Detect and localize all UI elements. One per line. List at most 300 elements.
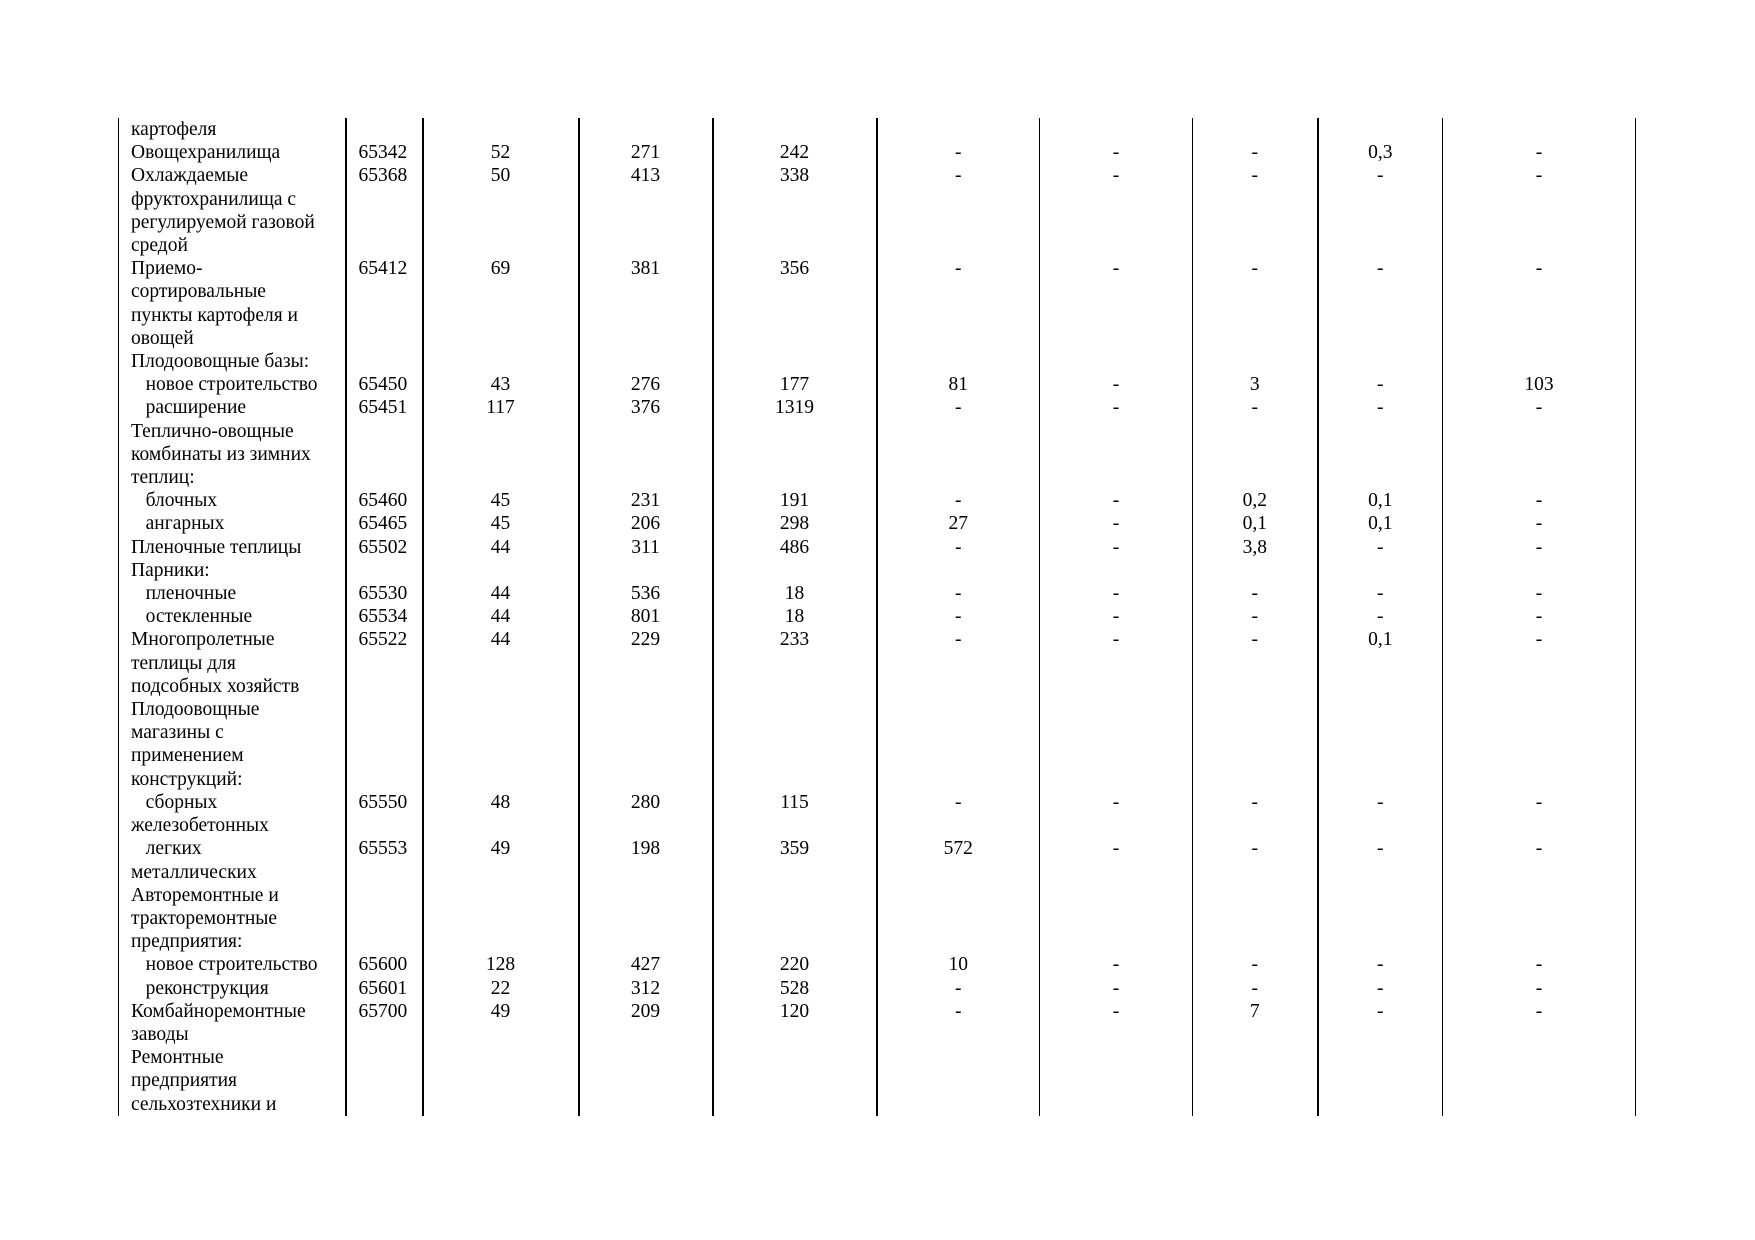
- col10-cell: [1443, 559, 1636, 582]
- col4-cell: [579, 1046, 713, 1069]
- col4-cell: [579, 466, 713, 489]
- col6-cell: -: [877, 164, 1040, 187]
- code-cell: [346, 652, 423, 675]
- col5-cell: [713, 304, 877, 327]
- name-cell: остекленные: [119, 605, 346, 628]
- col3-cell: [423, 814, 579, 837]
- table-row: [119, 536, 1636, 559]
- col3-cell: 45: [423, 512, 579, 535]
- col3-cell: [423, 188, 579, 211]
- col8-cell: -: [1193, 977, 1318, 1000]
- name-cell: картофеля: [119, 118, 346, 141]
- col3-cell: 43: [423, 373, 579, 396]
- col9-cell: [1318, 211, 1443, 234]
- table-row: [119, 280, 1636, 303]
- col6-cell: [877, 118, 1040, 141]
- col4-cell: 271: [579, 141, 713, 164]
- col3-cell: 22: [423, 977, 579, 1000]
- col9-cell: [1318, 1069, 1443, 1092]
- code-cell: [346, 884, 423, 907]
- table-row: [119, 698, 1636, 721]
- col3-cell: [423, 675, 579, 698]
- col6-cell: [877, 768, 1040, 791]
- col9-cell: [1318, 768, 1443, 791]
- col3-cell: [423, 118, 579, 141]
- code-cell: [346, 698, 423, 721]
- col6-cell: [877, 652, 1040, 675]
- col10-cell: [1443, 304, 1636, 327]
- code-cell: [346, 1046, 423, 1069]
- col6-cell: -: [877, 605, 1040, 628]
- col8-cell: -: [1193, 837, 1318, 860]
- col8-cell: [1193, 861, 1318, 884]
- col3-cell: [423, 327, 579, 350]
- col10-cell: [1443, 1046, 1636, 1069]
- col10-cell: [1443, 118, 1636, 141]
- col9-cell: [1318, 559, 1443, 582]
- col4-cell: [579, 1023, 713, 1046]
- name-cell: сборных: [119, 791, 346, 814]
- code-cell: [346, 675, 423, 698]
- name-cell: пленочные: [119, 582, 346, 605]
- col5-cell: 528: [713, 977, 877, 1000]
- col9-cell: [1318, 861, 1443, 884]
- col6-cell: [877, 466, 1040, 489]
- table-row: [119, 304, 1636, 327]
- col10-cell: [1443, 861, 1636, 884]
- code-cell: [346, 466, 423, 489]
- name-cell: предприятия:: [119, 930, 346, 953]
- col9-cell: -: [1318, 837, 1443, 860]
- col8-cell: [1193, 1046, 1318, 1069]
- name-cell: Охлаждаемые: [119, 164, 346, 187]
- col6-cell: [877, 211, 1040, 234]
- col9-cell: -: [1318, 536, 1443, 559]
- col9-cell: [1318, 304, 1443, 327]
- table-row: [119, 1093, 1636, 1116]
- table-row: [119, 977, 1636, 1000]
- col4-cell: [579, 768, 713, 791]
- col4-cell: 280: [579, 791, 713, 814]
- col8-cell: [1193, 211, 1318, 234]
- col9-cell: [1318, 907, 1443, 930]
- name-cell: Ремонтные: [119, 1046, 346, 1069]
- col8-cell: [1193, 1069, 1318, 1092]
- col9-cell: [1318, 350, 1443, 373]
- col8-cell: -: [1193, 628, 1318, 651]
- col3-cell: 52: [423, 141, 579, 164]
- code-cell: [346, 814, 423, 837]
- code-cell: 65368: [346, 164, 423, 187]
- code-cell: [346, 420, 423, 443]
- col5-cell: [713, 698, 877, 721]
- col3-cell: 50: [423, 164, 579, 187]
- table-row: [119, 443, 1636, 466]
- col9-cell: [1318, 675, 1443, 698]
- data-table: [118, 118, 1636, 1116]
- code-cell: [346, 1023, 423, 1046]
- col10-cell: -: [1443, 628, 1636, 651]
- name-cell: теплицы для: [119, 652, 346, 675]
- code-cell: [346, 211, 423, 234]
- col9-cell: -: [1318, 396, 1443, 419]
- col8-cell: -: [1193, 582, 1318, 605]
- table-body: [119, 118, 1636, 1116]
- col3-cell: [423, 884, 579, 907]
- col8-cell: [1193, 721, 1318, 744]
- col5-cell: 115: [713, 791, 877, 814]
- col10-cell: -: [1443, 791, 1636, 814]
- col10-cell: [1443, 420, 1636, 443]
- col10-cell: [1443, 1069, 1636, 1092]
- col7-cell: [1040, 420, 1193, 443]
- col4-cell: 427: [579, 953, 713, 976]
- name-cell: средой: [119, 234, 346, 257]
- code-cell: 65700: [346, 1000, 423, 1023]
- col8-cell: [1193, 234, 1318, 257]
- col6-cell: -: [877, 1000, 1040, 1023]
- col7-cell: -: [1040, 977, 1193, 1000]
- table-row: [119, 396, 1636, 419]
- code-cell: [346, 327, 423, 350]
- code-cell: [346, 234, 423, 257]
- code-cell: [346, 559, 423, 582]
- col7-cell: [1040, 1069, 1193, 1092]
- col7-cell: [1040, 280, 1193, 303]
- col4-cell: 206: [579, 512, 713, 535]
- name-cell: Приемо-: [119, 257, 346, 280]
- col10-cell: -: [1443, 536, 1636, 559]
- col5-cell: [713, 884, 877, 907]
- col7-cell: [1040, 350, 1193, 373]
- col7-cell: [1040, 930, 1193, 953]
- col4-cell: [579, 744, 713, 767]
- col4-cell: 311: [579, 536, 713, 559]
- col5-cell: [713, 350, 877, 373]
- col10-cell: [1443, 814, 1636, 837]
- col3-cell: 44: [423, 605, 579, 628]
- col9-cell: [1318, 652, 1443, 675]
- col6-cell: -: [877, 977, 1040, 1000]
- name-cell: Овощехранилища: [119, 141, 346, 164]
- col3-cell: 45: [423, 489, 579, 512]
- col6-cell: 10: [877, 953, 1040, 976]
- col10-cell: -: [1443, 257, 1636, 280]
- code-cell: 65550: [346, 791, 423, 814]
- col5-cell: [713, 1023, 877, 1046]
- name-cell: железобетонных: [119, 814, 346, 837]
- col3-cell: [423, 211, 579, 234]
- col6-cell: [877, 744, 1040, 767]
- col7-cell: [1040, 466, 1193, 489]
- col6-cell: 81: [877, 373, 1040, 396]
- name-cell: Теплично-овощные: [119, 420, 346, 443]
- col10-cell: [1443, 884, 1636, 907]
- col9-cell: [1318, 443, 1443, 466]
- name-cell: новое строительство: [119, 953, 346, 976]
- col4-cell: [579, 559, 713, 582]
- col4-cell: [579, 420, 713, 443]
- col6-cell: [877, 280, 1040, 303]
- col4-cell: [579, 327, 713, 350]
- name-cell: заводы: [119, 1023, 346, 1046]
- col9-cell: [1318, 466, 1443, 489]
- col5-cell: [713, 118, 877, 141]
- col3-cell: [423, 443, 579, 466]
- name-cell: подсобных хозяйств: [119, 675, 346, 698]
- col5-cell: [713, 721, 877, 744]
- col9-cell: -: [1318, 164, 1443, 187]
- col10-cell: [1443, 188, 1636, 211]
- col8-cell: [1193, 814, 1318, 837]
- name-cell: сортировальные: [119, 280, 346, 303]
- code-cell: 65412: [346, 257, 423, 280]
- col4-cell: 229: [579, 628, 713, 651]
- col6-cell: -: [877, 489, 1040, 512]
- col8-cell: -: [1193, 953, 1318, 976]
- col9-cell: -: [1318, 977, 1443, 1000]
- col9-cell: -: [1318, 257, 1443, 280]
- col4-cell: [579, 675, 713, 698]
- col6-cell: -: [877, 628, 1040, 651]
- col8-cell: 3: [1193, 373, 1318, 396]
- name-cell: регулируемой газовой: [119, 211, 346, 234]
- col5-cell: 1319: [713, 396, 877, 419]
- col6-cell: [877, 721, 1040, 744]
- col4-cell: [579, 861, 713, 884]
- col10-cell: [1443, 1093, 1636, 1116]
- col5-cell: [713, 652, 877, 675]
- table-row: [119, 466, 1636, 489]
- col9-cell: [1318, 420, 1443, 443]
- col5-cell: 18: [713, 605, 877, 628]
- col5-cell: [713, 1046, 877, 1069]
- col4-cell: [579, 443, 713, 466]
- col6-cell: [877, 1046, 1040, 1069]
- col9-cell: [1318, 327, 1443, 350]
- col6-cell: [877, 188, 1040, 211]
- col8-cell: [1193, 675, 1318, 698]
- col4-cell: 381: [579, 257, 713, 280]
- name-cell: сельхозтехники и: [119, 1093, 346, 1116]
- table-row: [119, 884, 1636, 907]
- col9-cell: [1318, 118, 1443, 141]
- col9-cell: [1318, 188, 1443, 211]
- col10-cell: [1443, 907, 1636, 930]
- col6-cell: [877, 1069, 1040, 1092]
- col8-cell: [1193, 280, 1318, 303]
- col9-cell: [1318, 1093, 1443, 1116]
- code-cell: 65502: [346, 536, 423, 559]
- col3-cell: 48: [423, 791, 579, 814]
- col10-cell: -: [1443, 953, 1636, 976]
- col9-cell: [1318, 721, 1443, 744]
- col8-cell: [1193, 304, 1318, 327]
- col5-cell: 191: [713, 489, 877, 512]
- col7-cell: [1040, 652, 1193, 675]
- col7-cell: -: [1040, 628, 1193, 651]
- col7-cell: -: [1040, 582, 1193, 605]
- col6-cell: -: [877, 791, 1040, 814]
- name-cell: ангарных: [119, 512, 346, 535]
- col5-cell: 359: [713, 837, 877, 860]
- table-row: [119, 768, 1636, 791]
- code-cell: 65451: [346, 396, 423, 419]
- col5-cell: 120: [713, 1000, 877, 1023]
- col5-cell: 338: [713, 164, 877, 187]
- code-cell: [346, 1069, 423, 1092]
- col4-cell: [579, 1069, 713, 1092]
- name-cell: расширение: [119, 396, 346, 419]
- col3-cell: [423, 1046, 579, 1069]
- col6-cell: [877, 907, 1040, 930]
- col3-cell: 69: [423, 257, 579, 280]
- code-cell: 65465: [346, 512, 423, 535]
- code-cell: [346, 304, 423, 327]
- col9-cell: 0,1: [1318, 512, 1443, 535]
- col6-cell: 27: [877, 512, 1040, 535]
- col3-cell: [423, 721, 579, 744]
- col4-cell: [579, 814, 713, 837]
- col3-cell: [423, 1023, 579, 1046]
- name-cell: магазины с: [119, 721, 346, 744]
- table-row: [119, 1000, 1636, 1023]
- col8-cell: -: [1193, 257, 1318, 280]
- code-cell: [346, 744, 423, 767]
- col7-cell: [1040, 188, 1193, 211]
- code-cell: 65530: [346, 582, 423, 605]
- table-row: [119, 744, 1636, 767]
- name-cell: применением: [119, 744, 346, 767]
- col3-cell: [423, 744, 579, 767]
- col9-cell: -: [1318, 953, 1443, 976]
- col6-cell: 572: [877, 837, 1040, 860]
- col5-cell: [713, 930, 877, 953]
- col7-cell: [1040, 118, 1193, 141]
- col10-cell: 103: [1443, 373, 1636, 396]
- col4-cell: 376: [579, 396, 713, 419]
- name-cell: новое строительство: [119, 373, 346, 396]
- name-cell: металлических: [119, 861, 346, 884]
- col6-cell: [877, 443, 1040, 466]
- table-row: [119, 188, 1636, 211]
- table-row: [119, 118, 1636, 141]
- col8-cell: [1193, 930, 1318, 953]
- col10-cell: [1443, 350, 1636, 373]
- col4-cell: 536: [579, 582, 713, 605]
- code-cell: [346, 861, 423, 884]
- col6-cell: [877, 675, 1040, 698]
- col4-cell: [579, 698, 713, 721]
- col7-cell: [1040, 721, 1193, 744]
- col3-cell: [423, 280, 579, 303]
- col7-cell: -: [1040, 512, 1193, 535]
- table-row: [119, 420, 1636, 443]
- col10-cell: -: [1443, 582, 1636, 605]
- col6-cell: -: [877, 257, 1040, 280]
- col4-cell: [579, 930, 713, 953]
- col8-cell: [1193, 559, 1318, 582]
- col5-cell: 242: [713, 141, 877, 164]
- col3-cell: [423, 698, 579, 721]
- table-row: [119, 1046, 1636, 1069]
- col7-cell: -: [1040, 489, 1193, 512]
- col6-cell: [877, 1023, 1040, 1046]
- table-row: [119, 907, 1636, 930]
- col5-cell: [713, 907, 877, 930]
- col8-cell: [1193, 907, 1318, 930]
- code-cell: 65342: [346, 141, 423, 164]
- col7-cell: -: [1040, 605, 1193, 628]
- col3-cell: [423, 768, 579, 791]
- col3-cell: 44: [423, 628, 579, 651]
- code-cell: [346, 188, 423, 211]
- col5-cell: 18: [713, 582, 877, 605]
- col3-cell: 49: [423, 837, 579, 860]
- col10-cell: [1443, 1023, 1636, 1046]
- col8-cell: [1193, 1023, 1318, 1046]
- code-cell: [346, 768, 423, 791]
- code-cell: [346, 443, 423, 466]
- col7-cell: -: [1040, 536, 1193, 559]
- col9-cell: -: [1318, 373, 1443, 396]
- col5-cell: 298: [713, 512, 877, 535]
- col5-cell: [713, 744, 877, 767]
- col9-cell: [1318, 280, 1443, 303]
- col7-cell: -: [1040, 373, 1193, 396]
- table-row: [119, 559, 1636, 582]
- col7-cell: [1040, 443, 1193, 466]
- table-row: [119, 141, 1636, 164]
- col9-cell: [1318, 698, 1443, 721]
- col3-cell: [423, 652, 579, 675]
- col5-cell: [713, 861, 877, 884]
- col4-cell: 209: [579, 1000, 713, 1023]
- col4-cell: [579, 234, 713, 257]
- col4-cell: [579, 884, 713, 907]
- col10-cell: -: [1443, 512, 1636, 535]
- col6-cell: [877, 814, 1040, 837]
- table-row: [119, 582, 1636, 605]
- col6-cell: [877, 234, 1040, 257]
- name-cell: тракторемонтные: [119, 907, 346, 930]
- col8-cell: [1193, 327, 1318, 350]
- col10-cell: [1443, 675, 1636, 698]
- col4-cell: [579, 188, 713, 211]
- table-row: [119, 489, 1636, 512]
- col9-cell: -: [1318, 582, 1443, 605]
- col7-cell: [1040, 675, 1193, 698]
- col3-cell: [423, 420, 579, 443]
- table-row: [119, 211, 1636, 234]
- col9-cell: [1318, 1023, 1443, 1046]
- col10-cell: -: [1443, 164, 1636, 187]
- col3-cell: 117: [423, 396, 579, 419]
- col6-cell: -: [877, 582, 1040, 605]
- name-cell: Парники:: [119, 559, 346, 582]
- col7-cell: -: [1040, 257, 1193, 280]
- table-row: [119, 721, 1636, 744]
- col7-cell: [1040, 327, 1193, 350]
- col5-cell: [713, 466, 877, 489]
- col10-cell: -: [1443, 837, 1636, 860]
- code-cell: 65450: [346, 373, 423, 396]
- code-cell: 65601: [346, 977, 423, 1000]
- col5-cell: 177: [713, 373, 877, 396]
- col6-cell: [877, 350, 1040, 373]
- col7-cell: [1040, 1093, 1193, 1116]
- col6-cell: [877, 559, 1040, 582]
